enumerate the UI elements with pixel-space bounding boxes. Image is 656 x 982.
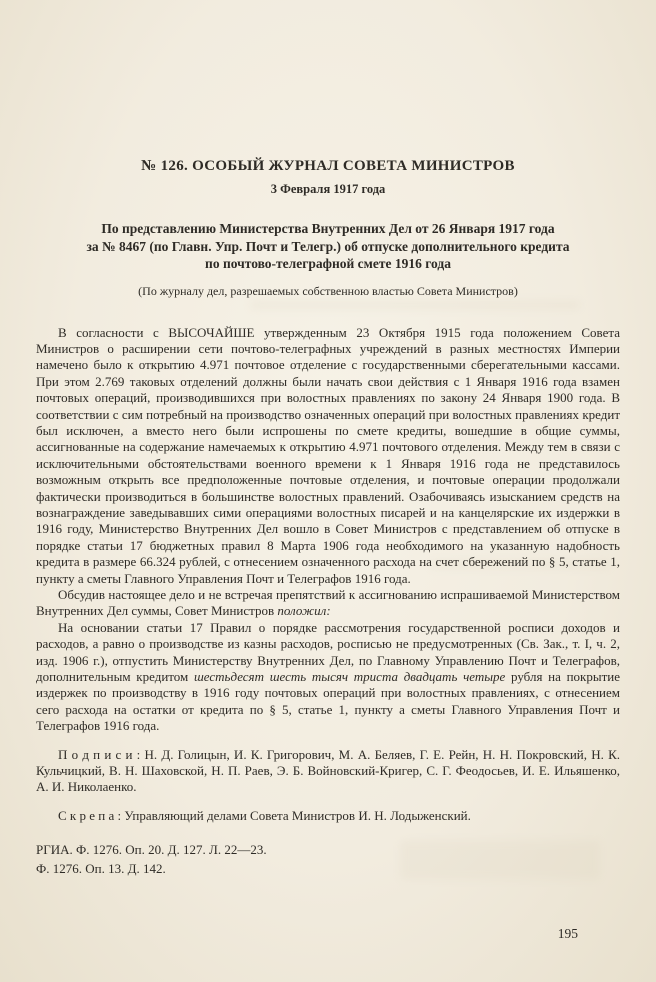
paragraph [36,587,620,620]
subject-line: по почтово-телеграфной смете 1916 года [205,256,451,271]
paragraph [36,808,620,824]
document-date: 3 Февраля 1917 года [270,182,386,196]
paragraph-text-run: рубля на покрытие издержек по производству в 1916 году почтовых операций при волостных правлениях, с отнесением сего расхода на остатки от кредита по § 5, статье 1, пункту а сметы Главного Управления Почт и Телеграфов 1916 года. [36,669,620,734]
subject-line: По представлению Министерства Внутренних Дел от 26 Января 1917 года [101,221,555,236]
document-body [36,325,620,825]
paragraph [36,620,620,735]
paragraph [36,325,620,588]
document-content [36,158,620,878]
archive-reference-line: Ф. 1276. Оп. 13. Д. 142. [36,860,166,876]
archive-reference-line: РГИА. Ф. 1276. Оп. 20. Д. 127. Л. 22—23. [36,842,267,858]
paragraph-text-run: П о д п и с и : Н. Д. Голицын, И. К. Григорович, М. А. Беляев, Г. Е. Рейн, Н. Н. Покровский, Н. К. Кульчицкий, В. Н. Шаховской, Н. П. Раев, Э. Б. Войновский-Кригер, С. Г. Феодосьев, И. Е. Ильяшенко, А. И. Николаенко. [36,746,620,795]
page-number: 195 [557,926,578,941]
subject-line: за № 8467 (по Главн. Упр. Почт и Телегр.) об отпуске дополнительного кредита [86,238,570,254]
archive-references [36,841,620,878]
paragraph-text-run: С к р е п а : Управляющий делами Совета Министров И. Н. Лодыженский. [58,807,471,823]
paragraph-italic-run: шестьдесят шесть тысяч триста двадцать четыре [193,669,506,685]
page-title: № 126. ОСОБЫЙ ЖУРНАЛ СОВЕТА МИНИСТРОВ [141,158,515,174]
paragraph-text-run: В согласности с ВЫСОЧАЙШЕ утвержденным 23 Октября 1915 года положением Совета Министров о расширении сети почтово-телеграфных учреждений в разных местностях Империи намечено было к открытию 4.971 почтовое отделение с государственными сберегательными кассами. При этом 2.769 таковых отделений должны были начать свои действия с 1 Января 1916 года взамен почтовых операций, производившихся при волостных правлениях по закону 24 Января 1900 года. В соответствии с сим потребный на производство означенных операций при волостных правлениях кредит был исключен, а вместо него были испрошены по смете кредиты, вошедшие в общие суммы, ассигнованные на содержание намечаемых к открытию 4.971 почтового отделения. Между тем в связи с исключительными обстоятельствами военного времени к 1 Января 1916 года не представилось возможным открыть все предположенные почтовые отделения, и почтовые операции продолжали фактически производиться в большинстве волостных правлений. Озабочиваясь изысканием средств на вознаграждение заведывавших сими операциями волостных писарей и на канцелярские их издержки в 1916 году, Министерство Внутренних Дел вошло в Совет Министров с представлением об отпуске в порядке статьи 17 бюджетных правил 8 Марта 1906 года необходимого на указанную надобность кредита в размере 66.324 рублей, с отнесением означенного расхода на счет сбережений по § 5, статье 1, пункту а сметы Главного Управления Почт и Телеграфов 1916 года. [36,324,620,586]
jurisdiction-note: (По журналу дел, разрешаемых собственною властью Совета Министров) [138,283,518,298]
document-subject [36,220,620,273]
paragraph-text-run: На основании статьи 17 Правил о порядке рассмотрения государственной росписи доходов и расходов, а равно о производстве из казны расходов, росписью не предусмотренных (Св. Зак., т. I, ч. 2, изд. 1906 г.), отпустить Министерству Внутренних Дел, по Главному Управлению Почт и Телеграфов, дополнительным кредитом [36,619,620,685]
paragraph-text-run: Обсудив настоящее дело и не встречая препятствий к ассигнованию испрашиваемой Министерством Внутренних Дел суммы, Совет Министров [36,587,620,619]
paragraph-italic-run: положил: [277,603,331,619]
paragraph [36,747,620,796]
